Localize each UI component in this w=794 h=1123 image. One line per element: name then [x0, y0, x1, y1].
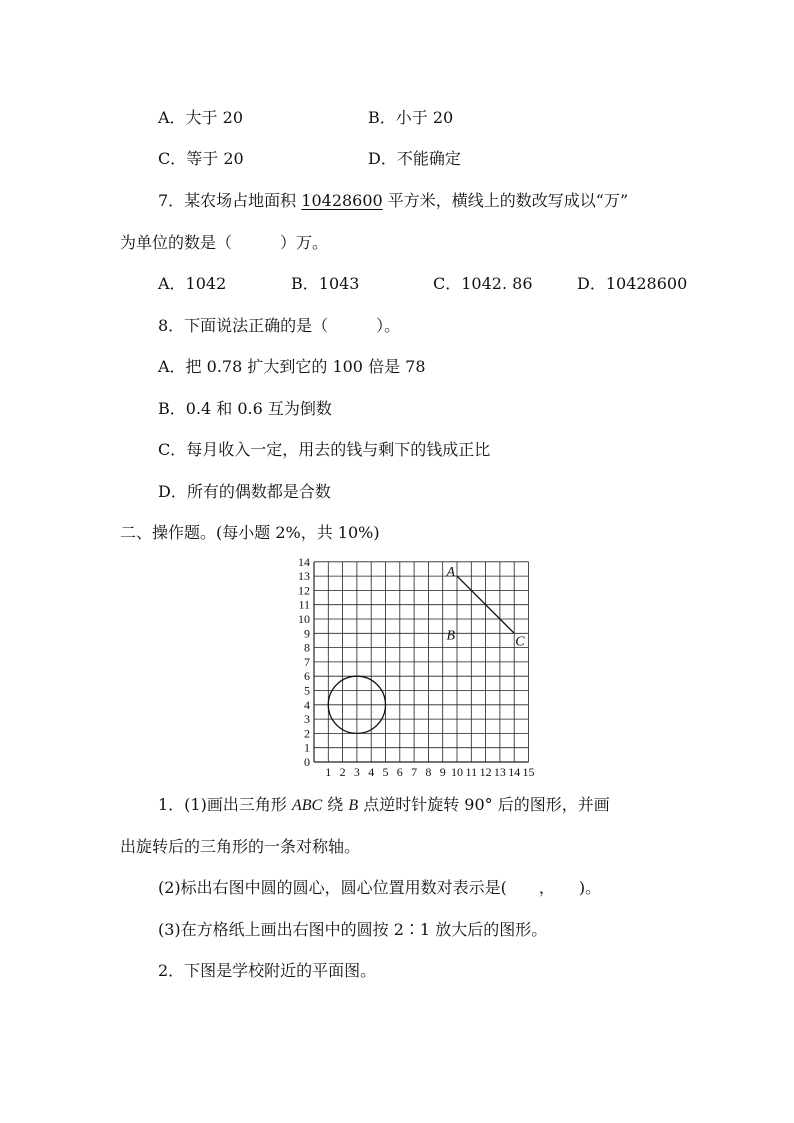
y-tick-label: 3	[304, 712, 310, 727]
x-tick-label: 6	[396, 765, 403, 779]
op1-triangle-name: ABC	[291, 797, 323, 814]
y-tick-label: 1	[304, 740, 310, 755]
op1-point-b: B	[348, 797, 359, 814]
q6-option-d: D．不能确定	[368, 149, 461, 168]
section-2-title: 二、操作题。(每小题 2%，共 10%)	[120, 523, 380, 542]
op1-part1-a: 1．(1)画出三角形	[158, 795, 292, 814]
q7-underlined-number: 10428600	[301, 191, 383, 210]
y-tick-label: 8	[304, 640, 310, 655]
q8-option-d: D．所有的偶数都是合数	[158, 482, 331, 501]
q7-option-a: A．1042	[158, 274, 227, 293]
op2-stem: 2．下图是学校附近的平面图。	[158, 961, 377, 980]
x-tick-label: 3	[353, 765, 360, 779]
x-tick-label: 8	[425, 765, 432, 779]
op1-part1-line1	[158, 795, 610, 816]
q8-option-c: C．每月收入一定，用去的钱与剩下的钱成正比	[158, 440, 491, 459]
q7-option-c: C．1042. 86	[433, 274, 533, 293]
y-tick-label: 4	[304, 697, 310, 712]
q7-option-b: B．1043	[291, 274, 360, 293]
point-label-c: C	[515, 634, 525, 650]
y-tick-label: 11	[298, 597, 310, 612]
x-tick-label: 1	[325, 765, 332, 779]
op1-part2: (2)标出右图中圆的圆心，圆心位置用数对表示是( ， )。	[158, 878, 602, 897]
q6-option-b: B．小于 20	[368, 108, 454, 127]
x-tick-label: 4	[368, 765, 375, 779]
q7-option-d: D．10428600	[577, 274, 688, 293]
q7-suffix: 平方米，横线上的数改写成以“万”	[382, 191, 629, 210]
x-tick-label: 2	[339, 765, 346, 779]
x-tick-label: 14	[508, 765, 521, 779]
point-label-a: A	[446, 565, 455, 581]
op1-part3: (3)在方格纸上画出右图中的圆按 2∶1 放大后的图形。	[158, 920, 548, 939]
x-tick-label: 11	[465, 765, 478, 779]
x-tick-label: 15	[522, 765, 535, 779]
y-tick-label: 7	[304, 654, 310, 669]
x-tick-label: 10	[451, 765, 463, 779]
y-tick-label: 2	[304, 726, 310, 741]
q7-stem-line2: 为单位的数是（ ）万。	[120, 233, 329, 252]
q8-stem: 8．下面说法正确的是（ ）。	[158, 316, 401, 335]
x-tick-label: 7	[411, 765, 418, 779]
q7-prefix: 7．某农场占地面积	[158, 191, 302, 210]
q6-option-c: C．等于 20	[158, 149, 244, 168]
x-tick-label: 5	[382, 765, 389, 779]
grid-figure	[290, 556, 550, 780]
q6-option-a: A．大于 20	[158, 108, 244, 127]
op1-part1-c: 点逆时针旋转 90° 后的图形，并画	[358, 795, 610, 814]
q7-stem-line1	[158, 191, 628, 211]
y-tick-label: 10	[298, 612, 310, 626]
x-tick-label: 9	[439, 765, 446, 779]
y-tick-label: 6	[304, 669, 310, 684]
y-tick-label: 13	[298, 569, 310, 584]
y-tick-label: 12	[298, 583, 310, 598]
op1-part1-b: 绕	[322, 795, 349, 814]
y-tick-label: 9	[304, 626, 310, 641]
x-tick-label: 13	[493, 765, 506, 779]
y-tick-label: 5	[304, 683, 310, 698]
point-label-b: B	[446, 628, 455, 644]
op1-part1-line2: 出旋转后的三角形的一条对称轴。	[120, 837, 361, 856]
q8-option-b: B．0.4 和 0.6 互为倒数	[158, 399, 332, 418]
y-tick-label: 14	[298, 556, 310, 569]
y-tick-label: 0	[304, 755, 310, 769]
q8-option-a: A．把 0.78 扩大到它的 100 倍是 78	[158, 357, 426, 376]
x-tick-label: 12	[479, 765, 492, 779]
